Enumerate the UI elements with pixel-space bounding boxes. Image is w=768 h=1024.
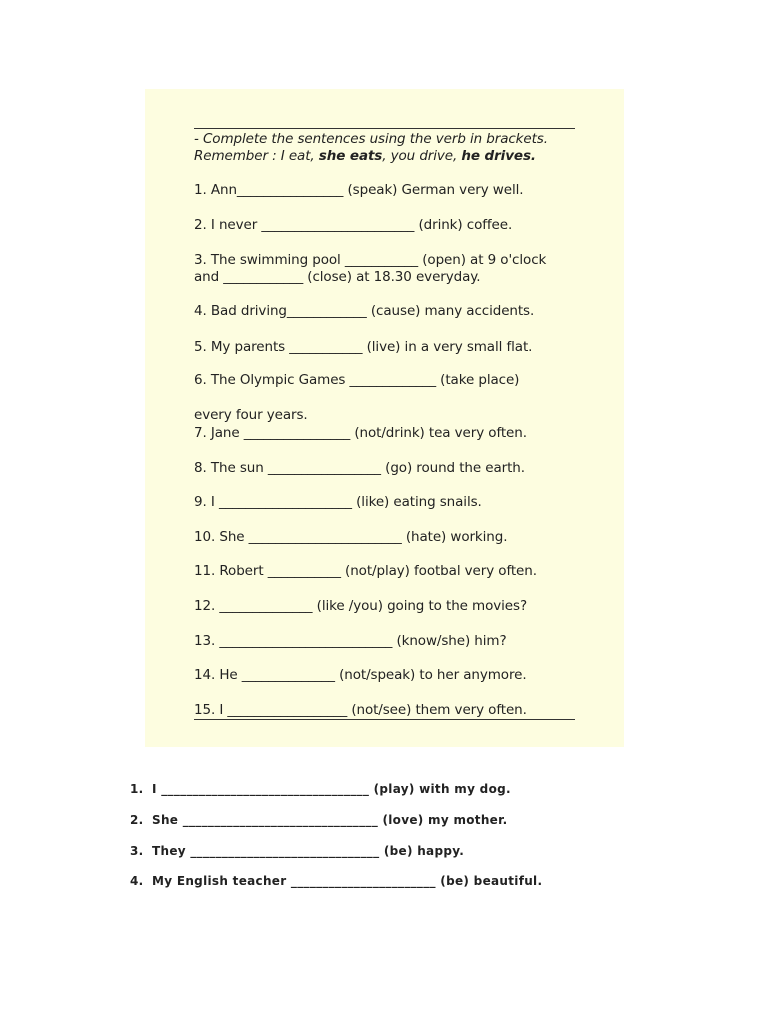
remember-prefix: Remember : I eat, <box>194 148 319 164</box>
exercise-2-item-3 <box>130 843 464 859</box>
sentence-4: 4. Bad driving____________ (cause) many accidents. <box>194 303 535 319</box>
item-number: 3. <box>130 844 144 858</box>
sentence-6-line-1: 6. The Olympic Games _____________ (take place) <box>194 372 520 388</box>
exercise-2-item-2 <box>130 812 507 828</box>
sentence-11: 11. Robert ___________ (not/play) footbal very often. <box>194 563 537 579</box>
sentence-15: 15. I __________________ (not/see) them very often. <box>194 702 527 718</box>
instruction: - Complete the sentences using the verb in brackets. <box>194 131 548 147</box>
sentence-1: 1. Ann________________ (speak) German very well. <box>194 182 524 198</box>
exercise-2-item-4 <box>130 873 542 889</box>
sentence-7: 7. Jane ________________ (not/drink) tea very often. <box>194 425 527 441</box>
item-number: 2. <box>130 813 144 827</box>
remember-example-2: he drives. <box>461 148 536 164</box>
sentence-5: 5. My parents ___________ (live) in a very small flat. <box>194 339 533 355</box>
sentence-3-line-1: 3. The swimming pool ___________ (open) at 9 o'clock <box>194 252 547 268</box>
item-number: 1. <box>130 782 144 796</box>
remember-example-1: she eats <box>318 148 383 164</box>
sentence-10: 10. She _______________________ (hate) working. <box>194 529 508 545</box>
top-divider <box>194 128 575 129</box>
remember-note <box>194 148 536 165</box>
item-number: 4. <box>130 874 144 888</box>
sentence-13: 13. __________________________ (know/she) him? <box>194 633 507 649</box>
sentence-9: 9. I ____________________ (like) eating snails. <box>194 494 482 510</box>
sentence-6-line-2: every four years. <box>194 407 308 423</box>
sentence-3-line-2: and ____________ (close) at 18.30 everyday. <box>194 269 481 285</box>
remember-mid: , you drive, <box>382 148 462 164</box>
item-text: I _________________________________ (play) with my dog. <box>152 782 511 796</box>
sentence-14: 14. He ______________ (not/speak) to her anymore. <box>194 667 527 683</box>
sentence-2: 2. I never _______________________ (drink) coffee. <box>194 217 513 233</box>
sentence-8: 8. The sun _________________ (go) round the earth. <box>194 460 525 476</box>
item-text: They ______________________________ (be) happy. <box>152 844 465 858</box>
sentence-12: 12. ______________ (like /you) going to the movies? <box>194 598 528 614</box>
bottom-divider <box>194 719 575 720</box>
exercise-2-item-1 <box>130 781 511 797</box>
item-text: My English teacher _______________________ (be) beautiful. <box>152 874 543 888</box>
item-text: She _______________________________ (love) my mother. <box>152 813 508 827</box>
